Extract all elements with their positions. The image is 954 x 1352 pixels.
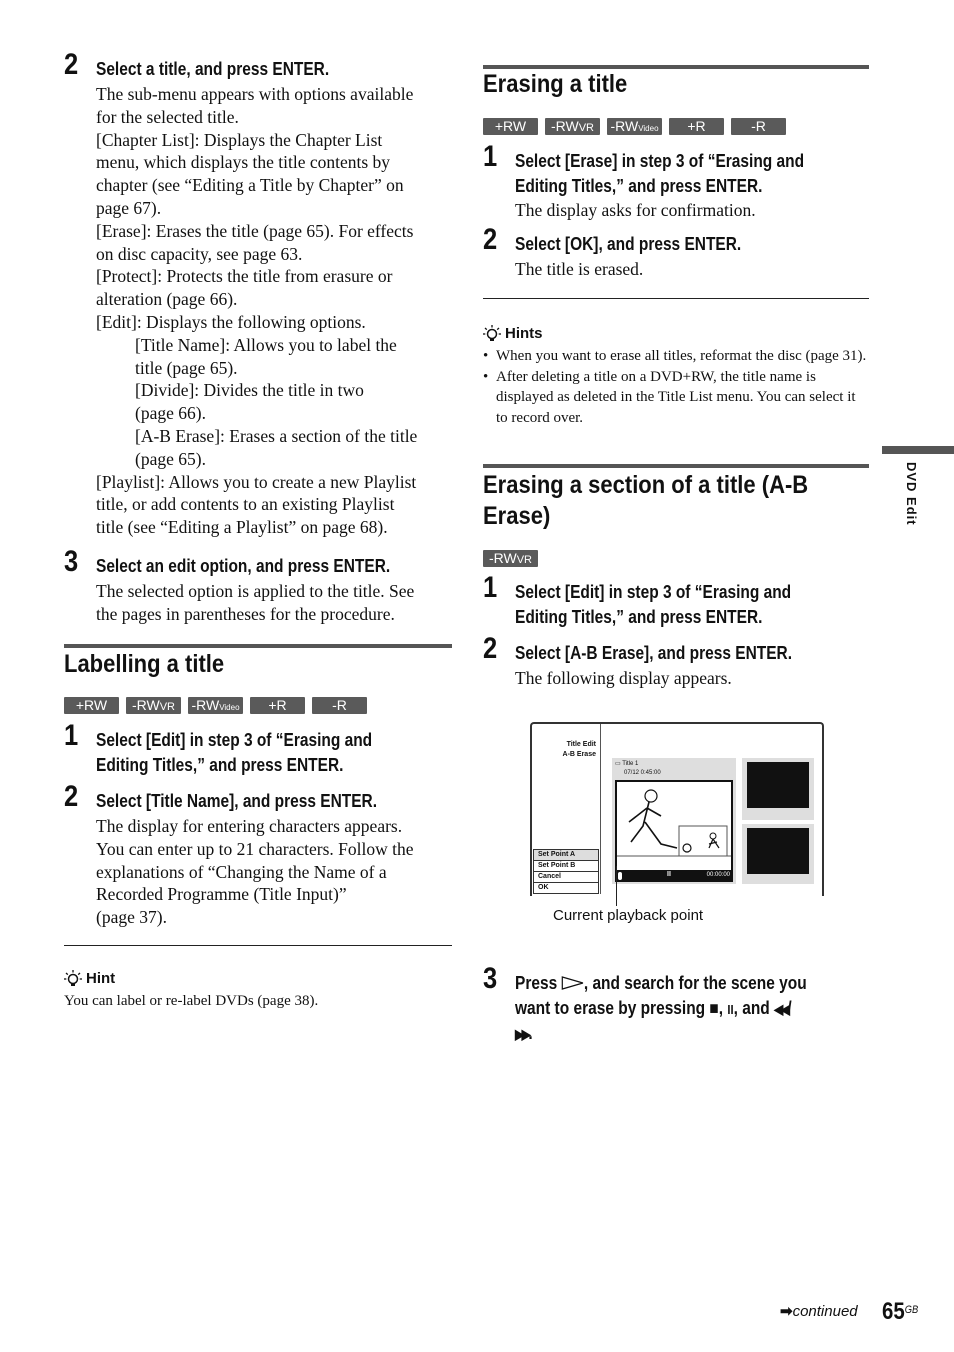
step-heading: Select an edit option, and press ENTER. — [96, 556, 391, 576]
text-line: [Erase]: Erases the title (page 65). For effects — [96, 220, 414, 241]
osd-item-ok[interactable]: OK — [533, 882, 599, 894]
step-heading: Select [Erase] in step 3 of “Erasing and — [515, 151, 805, 171]
badge-plus-r: +R — [250, 697, 305, 714]
page-suffix: GB — [904, 1304, 919, 1316]
step-heading — [515, 1021, 533, 1047]
text: want to erase by pressing — [515, 998, 710, 1018]
badge-minus-rw-vr — [545, 118, 600, 135]
step-body: The display asks for confirmation. — [515, 200, 756, 220]
step-heading: Select [OK], and press ENTER. — [515, 234, 742, 254]
text: , and — [733, 998, 775, 1018]
badge-sub: VR — [159, 701, 175, 713]
divider — [64, 945, 452, 946]
step-body — [96, 580, 456, 626]
badge-plus-rw: +RW — [483, 118, 538, 135]
badge-minus-rw-vr — [126, 697, 181, 714]
section-rule — [64, 644, 452, 648]
disc-badges — [483, 118, 786, 135]
step-number: 1 — [64, 719, 79, 752]
soccer-player-image — [617, 782, 731, 870]
text-line: explanations of “Changing the Name of a — [96, 861, 387, 882]
fast-forward-icon: ▶▶ — [515, 1026, 529, 1042]
step-heading: Select [Title Name], and press ENTER. — [96, 791, 378, 811]
step-heading — [515, 996, 792, 1022]
text-line: (page 66). — [135, 403, 206, 424]
text-line: title (see “Editing a Playlist” on page 68). — [96, 517, 388, 538]
badge-sub: Video — [219, 703, 240, 712]
osd-preview — [612, 758, 736, 884]
text-line: The sub-menu appears with options available — [96, 84, 414, 104]
step-heading: Select [Edit] in step 3 of “Erasing and — [96, 730, 373, 750]
badge-minus-rw-video — [607, 118, 662, 135]
step-number: 2 — [483, 632, 498, 665]
section-title: Erasing a section of a title (A-B — [483, 471, 809, 499]
text-line: [Divide]: Divides the title in two — [135, 380, 364, 401]
badge-sub: VR — [578, 122, 594, 134]
badge-minus-r: -R — [731, 118, 786, 135]
hint-item: • After deleting a title on a DVD+RW, the title name is displayed as deleted in the Title List menu. You can select it to record over. — [483, 367, 869, 429]
osd-title-line: A-B Erase — [562, 751, 596, 758]
hint-label: Hint — [86, 970, 116, 987]
text-line: [Title Name]: Allows you to label the — [135, 334, 397, 355]
text-line: [A-B Erase]: Erases a section of the title — [135, 425, 418, 446]
arrow-right-icon: ➡ — [780, 1303, 793, 1320]
step-number: 3 — [64, 545, 79, 578]
section-title: Erasing a title — [483, 70, 628, 98]
lightbulb-icon — [64, 970, 82, 988]
text-line: [Chapter List]: Displays the Chapter List — [96, 129, 383, 150]
page-number — [882, 1298, 918, 1326]
hint-heading — [64, 970, 115, 988]
text-line: menu, which displays the title contents by — [96, 152, 391, 173]
step-heading — [515, 971, 807, 996]
badge-minus-rw-video — [188, 697, 243, 714]
text-line: [Edit]: Displays the following options. — [96, 311, 366, 332]
page-number-text: 65 — [882, 1298, 905, 1325]
osd-item-set-point-b[interactable]: Set Point B — [533, 860, 599, 872]
disc-badges — [483, 550, 538, 567]
step-body: The title is erased. — [515, 259, 644, 279]
osd-display — [530, 722, 824, 896]
step-heading: Select [A-B Erase], and press ENTER. — [515, 643, 793, 663]
text-line: title (page 65). — [135, 357, 238, 378]
step-heading: Select a title, and press ENTER. — [96, 59, 330, 79]
hint-text: You can label or re-label DVDs (page 38). — [64, 993, 319, 1009]
osd-progress-bar — [615, 870, 733, 882]
badge-minus-r: -R — [312, 697, 367, 714]
text: , and search for the scene you — [583, 973, 807, 993]
step-heading: Editing Titles,” and press ENTER. — [515, 607, 763, 627]
pause-icon: II — [727, 1002, 734, 1017]
text-line: on disc capacity, see page 63. — [96, 243, 303, 264]
pause-icon: II — [667, 871, 671, 878]
osd-menu-title — [563, 740, 596, 760]
continued-label — [780, 1302, 858, 1320]
hints-list — [483, 346, 869, 428]
text: Press — [515, 973, 562, 993]
text-line: (page 65). — [135, 448, 206, 469]
osd-thumbnail — [742, 824, 814, 884]
hints-label: Hints — [505, 325, 543, 342]
text: / — [787, 998, 792, 1018]
step-heading: Editing Titles,” and press ENTER. — [96, 755, 344, 775]
osd-title-label: ▭ Title 1 — [615, 761, 639, 767]
step-number: 3 — [483, 962, 498, 995]
text-line: The display for entering characters appears. — [96, 816, 403, 836]
sidebar-tab-bar — [882, 446, 954, 454]
text-line: [Playlist]: Allows you to create a new Playlist — [96, 471, 417, 492]
thumbnail-image — [747, 828, 809, 874]
text: , — [718, 998, 728, 1018]
step-heading: Select [Edit] in step 3 of “Erasing and — [515, 582, 792, 602]
text-line: title, or add contents to an existing Playlist — [96, 494, 395, 515]
osd-item-set-point-a[interactable]: Set Point A — [533, 849, 599, 861]
step-body: The following display appears. — [515, 668, 732, 688]
osd-title-text: Title 1 — [622, 761, 639, 767]
lightbulb-icon — [483, 325, 501, 343]
step-number: 2 — [64, 48, 79, 81]
text-line: The selected option is applied to the title. See — [96, 581, 415, 601]
step-number: 2 — [64, 780, 79, 813]
badge-sub: VR — [516, 554, 532, 566]
continued-text: continued — [792, 1303, 858, 1320]
playback-point-marker — [618, 872, 622, 880]
rewind-icon: ◀◀ — [774, 1001, 788, 1017]
osd-menu-items — [533, 850, 599, 894]
badge-minus-rw-vr — [483, 550, 538, 567]
step-number: 2 — [483, 223, 498, 256]
hint-item: • When you want to erase all titles, reformat the disc (page 31). — [483, 346, 869, 367]
divider — [483, 298, 869, 299]
section-title: Labelling a title — [64, 650, 225, 678]
section-rule — [483, 464, 869, 468]
step-heading: Editing Titles,” and press ENTER. — [515, 176, 763, 196]
disc-badges — [64, 697, 367, 714]
text-line: Recorded Programme (Title Input)” — [96, 884, 347, 905]
text-line: the pages in parentheses for the procedure. — [96, 603, 395, 624]
text: . — [528, 1023, 533, 1043]
stop-icon: ■ — [709, 998, 719, 1018]
play-icon — [561, 976, 583, 990]
badge-text: -RW — [488, 550, 517, 566]
osd-time: 00:00:00 — [706, 872, 730, 878]
text-line: You can enter up to 21 characters. Follow the — [96, 838, 414, 859]
thumbnail-image — [747, 762, 809, 808]
text-line: (page 37). — [96, 907, 167, 928]
step-number: 1 — [483, 571, 498, 604]
osd-date: 07/12 0:45:00 — [624, 770, 661, 776]
hints-heading — [483, 325, 543, 343]
osd-menu-panel — [532, 724, 601, 894]
osd-item-cancel[interactable]: Cancel — [533, 871, 599, 883]
badge-text: -RW — [131, 697, 160, 713]
sidebar-label: DVD Edit — [904, 462, 919, 526]
text-line: alteration (page 66). — [96, 289, 238, 310]
step-body — [96, 815, 456, 929]
badge-text: -RW — [191, 697, 220, 713]
badge-plus-rw: +RW — [64, 697, 119, 714]
badge-plus-r: +R — [669, 118, 724, 135]
text-line: page 67). — [96, 197, 162, 218]
text-line: chapter (see “Editing a Title by Chapter” on — [96, 175, 404, 196]
badge-text: -RW — [610, 118, 639, 134]
callout-line — [616, 866, 617, 906]
text-line: for the selected title. — [96, 106, 239, 127]
osd-thumbnail — [742, 758, 814, 820]
callout-caption: Current playback point — [553, 907, 704, 924]
text-line: [Protect]: Protects the title from erasure or — [96, 266, 393, 287]
osd-title-line: Title Edit — [566, 741, 596, 748]
step-number: 1 — [483, 140, 498, 173]
section-title: Erase) — [483, 502, 551, 530]
badge-sub: Video — [638, 124, 659, 133]
badge-text: -RW — [550, 118, 579, 134]
osd-video-frame — [615, 780, 733, 872]
step-body — [96, 83, 456, 539]
